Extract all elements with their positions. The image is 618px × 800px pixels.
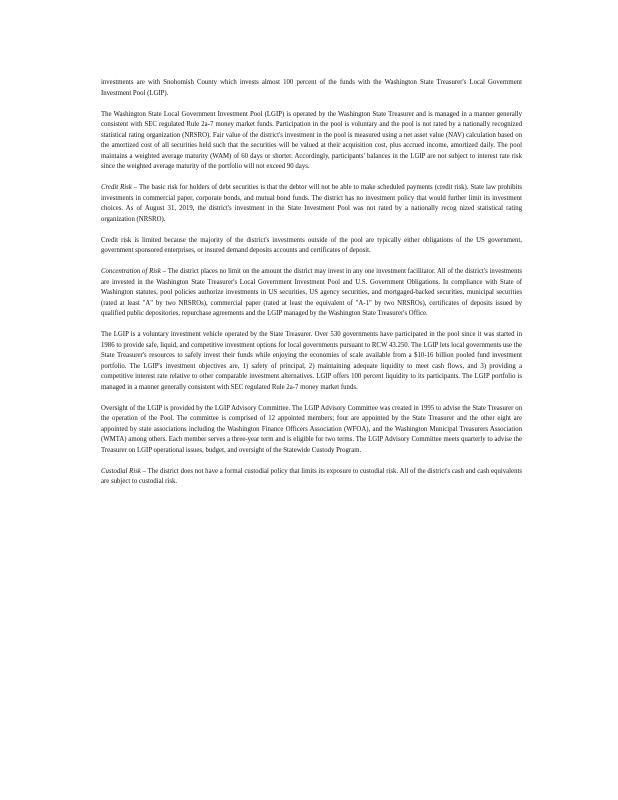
text-line: cash flows, and 3) providing a competitive interest rate relative to other comparable investment — [101, 362, 522, 380]
text-line: amortized cost of all securities held such that the securities will be valued at their acquisition cost, — [111, 142, 390, 149]
text-line: competitive investment options for local governments pursuant to RCW 43.250. The LGIP lets — [191, 341, 452, 349]
text-line: committee is comprised of 12 appointed members; four are appointed by the State Treasurer and — [190, 415, 470, 422]
text-line: Investment Pool was not rated by a nationally recog nized statistical rating organization (NRSRO). — [101, 205, 522, 223]
text-line: Advisory Committee meets quarterly to advise the Treasurer on LGIP operational issues, budget, — [101, 436, 522, 454]
text-line: Committee was created in 1995 to advise the State Treasurer on the operation of the Pool. The — [101, 404, 523, 422]
paragraph — [101, 467, 522, 488]
text-line: corporate bonds, and mutual bond funds. The district has no investment policy that would further — [195, 194, 469, 202]
text-line: State Treasurer and is managed in a manner generally consistent with SEC regulated Rule 2a-7 — [101, 110, 522, 128]
paragraph — [101, 267, 522, 320]
text-line: NRSROs), commercial paper (rated at least the equivalent of "A-1" by two NRSROs), certificates of — [178, 299, 471, 307]
text-line: others. Each member serves a three-year term and is eligible for two terms. The LGIP — [148, 436, 385, 443]
text-line: one investment facilitator. All of the district's investments are invested in the Washington State — [101, 268, 522, 286]
text-line: local governments use the State Treasurer's resources to safely invest their funds while enjoying — [101, 341, 522, 359]
paragraph — [101, 236, 522, 257]
document-body — [101, 78, 522, 498]
text-line: nationally recognized statistical rating organization (NRSRO). Fair value of the district's — [101, 121, 522, 139]
text-line: limit its investment choices. As of August 31, 2019, the district's investment in the State — [101, 194, 522, 212]
paragraph — [101, 183, 522, 225]
text-line: – The district does not have a formal custodial policy that limits its exposure to — [140, 467, 360, 475]
text-line: demand deposits accounts and certificates of deposit. — [226, 247, 371, 254]
text-line: with State of Washington statutes, pool policies authorize investments in US securities, US agency — [101, 278, 522, 296]
text-line: investments are with Snohomish County which invests almost 100 percent of the funds with the — [101, 79, 385, 86]
text-line: in a manner generally consistent with SEC regulated Rule 2a-7 money market funds. — [127, 383, 358, 391]
text-line: money market funds. Participation in the pool is voluntary and the pool is not rated by a — [215, 121, 463, 128]
section-heading: Custodial Risk — [101, 467, 141, 475]
text-line: custodial risk. All of the district's cash and cash equivalents are subject to custodial risk. — [101, 467, 523, 485]
text-line: the other eight are appointed by state associations including the Washington Finance Officers — [101, 415, 522, 433]
section-heading: Credit Risk — [101, 184, 132, 191]
paragraph — [101, 404, 522, 457]
text-line: Treasurer's Local Government Investment Pool and U.S. Government Obligations. In compliance — [207, 278, 486, 286]
text-line: deposits issued by qualified public depositories, repurchase agreements and the LGIP managed by — [101, 299, 523, 317]
paragraph — [101, 110, 522, 173]
text-line: Credit risk is limited because the majority of the district's investments outside of the pool are — [101, 236, 378, 244]
text-line: The LGIP is a voluntary investment vehicle operated by the State Treasurer. Over 530 — [101, 331, 343, 338]
text-line: investment in the pool is measured using a net asset value (NAV) calculation based on the — [101, 131, 522, 149]
text-line: – The basic risk for holders of debt securities is that the debtor will not be able to — [131, 184, 361, 191]
text-line: The Washington State Local Government Investment Pool (LGIP) is operated by the Washington — [101, 110, 373, 118]
text-line: governments have participated in the pool since it was started in 1986 to provide safe, liquid, and — [101, 331, 522, 349]
text-line: Oversight of the LGIP is provided by the LGIP Advisory Committee. The LGIP Advisory — [101, 404, 348, 412]
text-line: plus accrued income, amortized daily. The pool maintains a weighted average maturity (WAM) of — [101, 142, 522, 160]
text-line: Association (WFOA), and the Washington Municipal Treasurers Association (WMTA) among — [101, 425, 522, 443]
text-line: 60 days or shorter. Accordingly, participants' balances in the LGIP are not subject to interest rate — [241, 152, 512, 160]
text-line: LGIP's investment objectives are, 1) safety of principal, 2) maintaining adequate liquidity to meet — [143, 362, 433, 370]
text-line: and oversight of the Statewide Custody Program. — [227, 446, 362, 454]
text-line: make scheduled payments (credit risk). State law prohibits investments in commercial paper, — [101, 184, 522, 202]
section-heading: Concentration of Risk — [101, 268, 161, 275]
text-line: typically either obligations of the US government, government sponsored enterprises, or insured — [101, 236, 523, 254]
text-line: securities, and mortgaged-backed securities, municipal securities (rated at least "A" by two — [101, 289, 522, 307]
text-line: the Washington State Treasurer's Office. — [318, 310, 428, 317]
text-line: alternatives. LGIP offers 100 percent liquidity to its participants. The LGIP portfolio is managed — [101, 373, 522, 391]
text-line: risk since the weighted average maturity of the portfolio will not exceed 90 days. — [101, 152, 522, 170]
paragraph — [101, 330, 522, 393]
text-line: – The district places no limit on the amount the district may invest in any — [160, 268, 365, 275]
text-line: Washington State Treasurer's Local Government Investment Pool (LGIP). — [101, 79, 523, 97]
text-line: the economies of scale available from a $10-16 billion pooled fund investment portfolio. The — [101, 352, 522, 370]
paragraph — [101, 78, 522, 99]
